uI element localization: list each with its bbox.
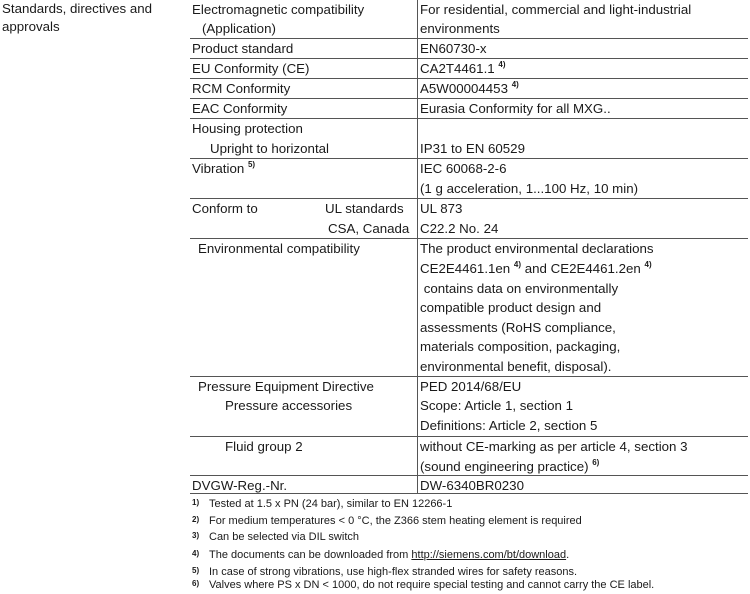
environmental-line-1: The product environmental declarations [420,241,654,256]
row-pressure-accessories [190,396,748,436]
product-standard-value: EN60730-x [420,41,487,56]
ped-label: Pressure Equipment Directive [198,379,374,394]
housing-label: Housing protection [192,121,303,136]
rcm-conformity-note: 4) [511,79,519,89]
housing-value: IP31 to EN 60529 [420,141,525,156]
footnote-mark: 2) [192,515,200,524]
conform-ul-label: UL standards [325,201,404,216]
pressure-accessories-label: Pressure accessories [225,398,353,413]
footnote-text: Can be selected via DIL switch [209,531,359,543]
row-ped [190,376,748,397]
row-fluid-group [190,436,748,477]
pressure-accessories-value-2: Definitions: Article 2, section 5 [420,418,598,433]
fluid-group-value-2: (sound engineering practice) [420,459,589,474]
pressure-accessories-value: Scope: Article 1, section 1 [420,398,573,413]
environmental-line-4: compatible product design and [420,300,602,315]
section-label: Standards, directives and approvals [2,1,153,34]
fluid-group-note: 6) [592,457,600,467]
fluid-group-label: Fluid group 2 [225,439,303,454]
footnote-mark: 1) [192,498,200,507]
footnote-text: Valves where PS x DN < 1000, do not require special testing and cannot carry the CE label. [209,579,655,591]
environmental-line-6: materials composition, packaging, [420,339,621,354]
environmental-label: Environmental compatibility [198,241,360,256]
footnote-5 [192,566,577,579]
footnote-1 [192,498,452,511]
footnote-3 [192,531,359,544]
footnote-text-end: . [566,549,570,561]
emc-label: Electromagnetic compatibility [192,2,365,17]
eu-conformity-note: 4) [498,59,506,69]
emc-value: For residential, commercial and light-industrial [420,2,692,17]
conform-csa-value: C22.2 No. 24 [420,221,499,236]
row-eac-conformity [190,98,748,119]
row-vibration [190,158,748,199]
dvgw-label: DVGW-Reg.-Nr. [192,478,288,493]
row-housing [190,118,748,159]
rcm-conformity-label: RCM Conformity [192,81,291,96]
table-bottom-border [190,493,748,494]
conform-csa-label: CSA, Canada [328,221,410,236]
vibration-value-2: (1 g acceleration, 1...100 Hz, 10 min) [420,181,639,196]
housing-sublabel: Upright to horizontal [210,141,329,156]
row-dvgw [190,475,748,495]
footnote-text: Tested at 1.5 x PN (24 bar), similar to EN 12266-1 [209,498,453,510]
environmental-note-1: 4) [513,259,522,269]
ped-value: PED 2014/68/EU [420,379,522,394]
footnote-6 [192,579,654,592]
environmental-note-2: 4) [644,259,652,269]
footnote-text: The documents can be downloaded from [209,549,412,561]
vibration-note: 5) [247,159,256,169]
environmental-line-3: contains data on environmentally [420,281,619,296]
environmental-doc-1: CE2E4461.1en [420,261,511,276]
footnote-mark: 4) [192,549,200,558]
footnote-text: In case of strong vibrations, use high-flex stranded wires for safety reasons. [209,566,578,578]
footnote-mark: 6) [192,579,200,588]
product-standard-label: Product standard [192,41,294,56]
eu-conformity-value: CA2T4461.1 [420,61,495,76]
environmental-line-7: environmental benefit, disposal). [420,359,612,374]
row-conform [190,198,748,239]
row-rcm-conformity [190,78,748,99]
download-link[interactable]: http://siemens.com/bt/download [411,549,567,561]
footnote-mark: 3) [192,531,200,540]
eac-conformity-label: EAC Conformity [192,101,288,116]
vibration-label: Vibration [192,161,245,176]
conform-ul-value: UL 873 [420,201,463,216]
environmental-line-5: assessments (RoHS compliance, [420,320,616,335]
eu-conformity-label: EU Conformity (CE) [192,61,310,76]
footnote-text: For medium temperatures < 0 °C, the Z366 stem heating element is required [209,515,582,527]
row-emc [190,0,748,39]
emc-sublabel: (Application) [202,21,276,36]
row-eu-conformity [190,58,748,79]
footnote-mark: 5) [192,566,200,575]
footnote-2 [192,515,582,528]
dvgw-value: DW-6340BR0230 [420,478,524,493]
rcm-conformity-value: A5W00004453 [420,81,508,96]
conform-label: Conform to [192,201,258,216]
footnote-4 [192,549,569,562]
fluid-group-value: without CE-marking as per article 4, section 3 [420,439,688,454]
vibration-value: IEC 60068-2-6 [420,161,507,176]
row-product-standard [190,38,748,59]
environmental-doc-2: and CE2E4461.2en [521,261,641,276]
row-environmental [190,238,748,377]
emc-value-2: environments [420,21,500,36]
eac-conformity-value: Eurasia Conformity for all MXG.. [420,101,611,116]
